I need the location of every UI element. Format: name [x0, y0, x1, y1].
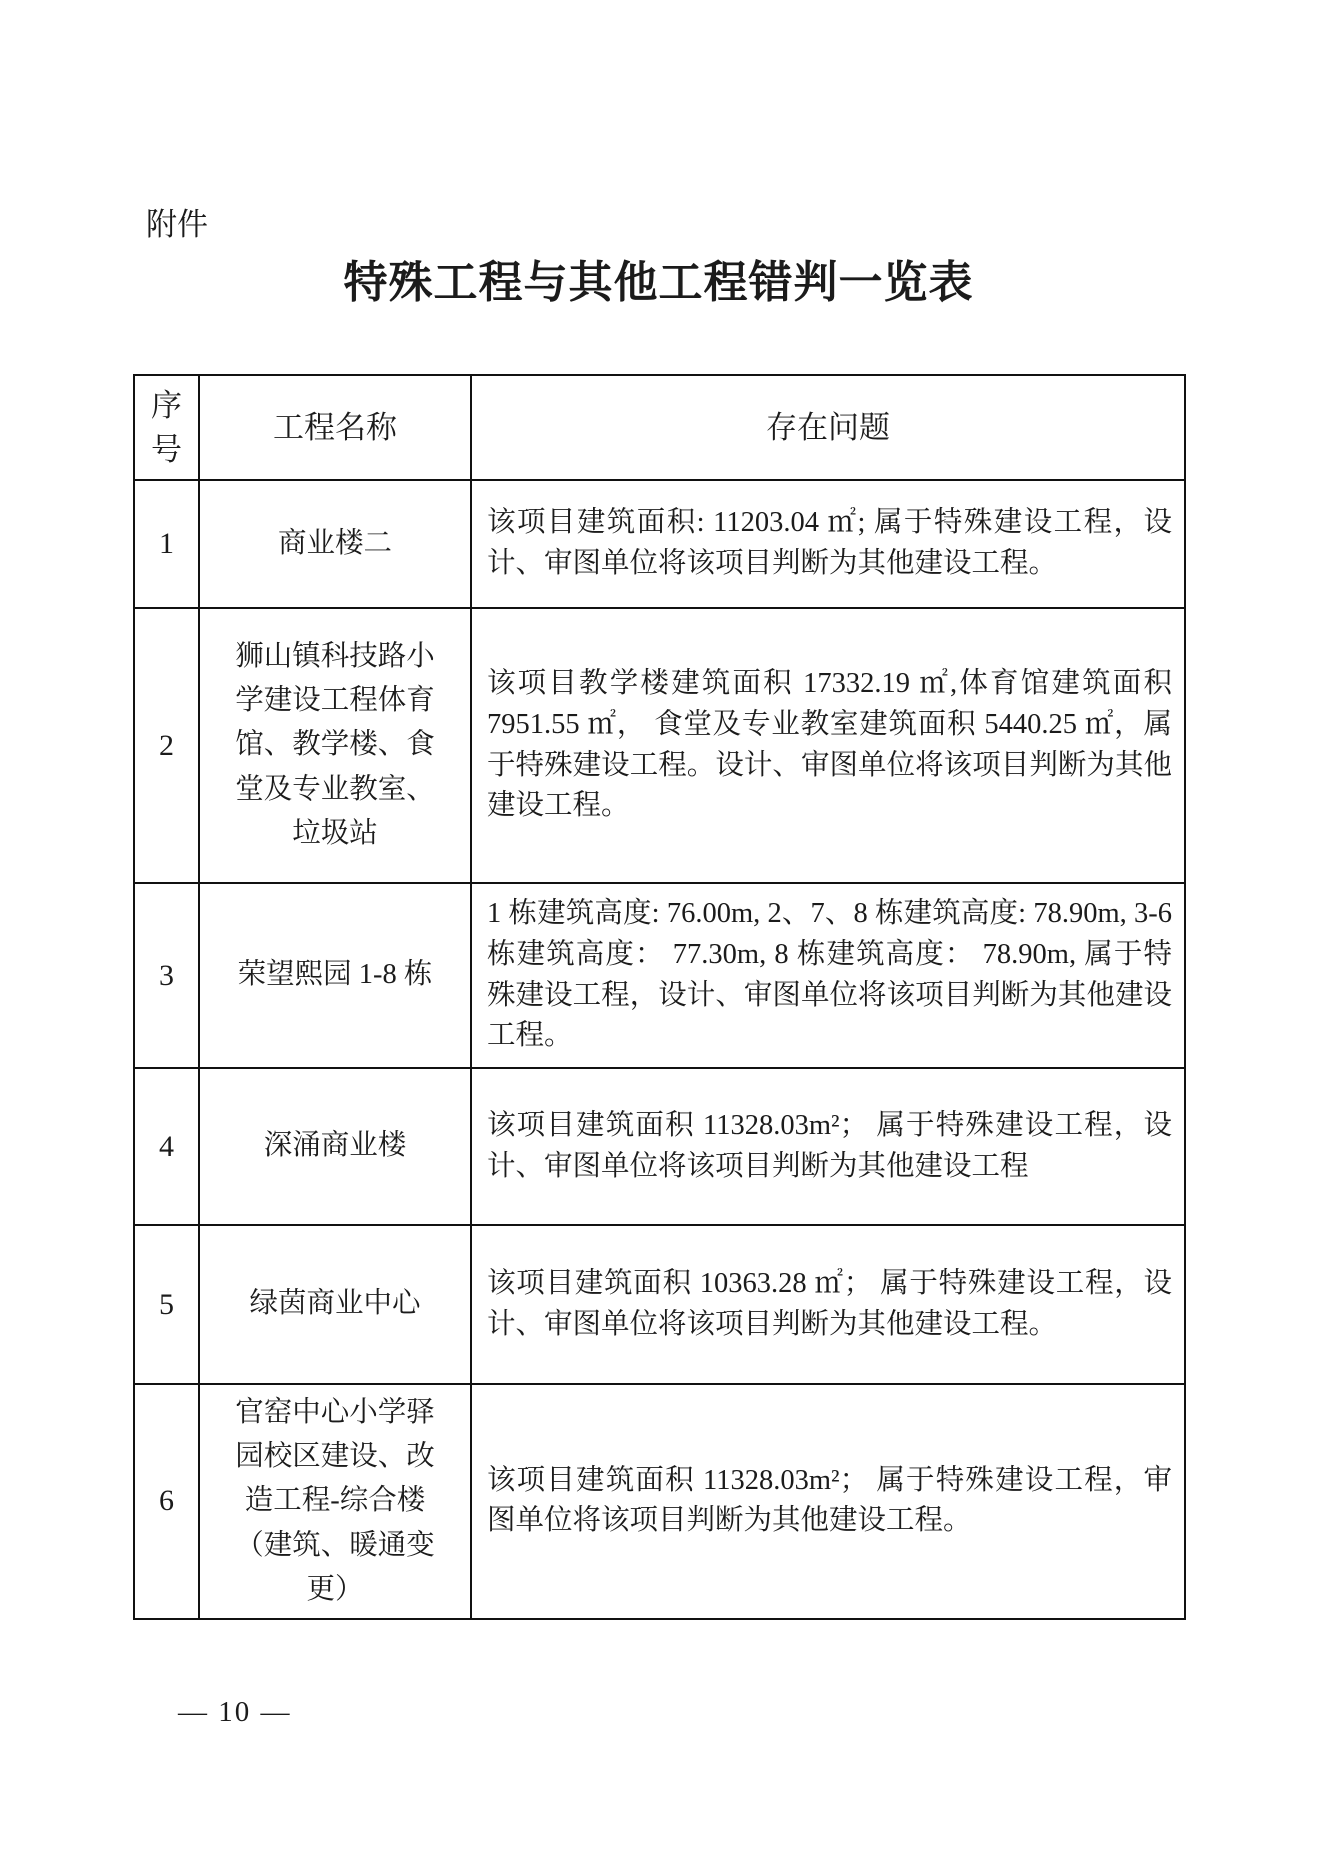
table-row [134, 883, 1185, 1068]
table-row [134, 1068, 1185, 1225]
project-name: 绿茵商业中心 [199, 1225, 471, 1384]
problem-description: 该项目教学楼建筑面积 17332.19 ㎡,体育馆建筑面积 7951.55 ㎡， 食堂及专业教室建筑面积 5440.25 ㎡，属于特殊建设工程。设计、审图单位将该项目判断为其他建设工程。 [471, 608, 1185, 883]
project-name: 狮山镇科技路小学建设工程体育馆、教学楼、食堂及专业教室、垃圾站 [199, 608, 471, 883]
project-name: 商业楼二 [199, 480, 471, 608]
problem-description: 该项目建筑面积 10363.28 ㎡； 属于特殊建设工程，设计、审图单位将该项目判断为其他建设工程。 [471, 1225, 1185, 1384]
row-index: 4 [134, 1068, 199, 1225]
row-index: 2 [134, 608, 199, 883]
project-name: 荣望熙园 1-8 栋 [199, 883, 471, 1068]
project-name: 官窑中心小学驿园校区建设、改造工程-综合楼（建筑、暖通变更） [199, 1384, 471, 1619]
table-row [134, 480, 1185, 608]
table-header-name: 工程名称 [199, 375, 471, 480]
table-header-index: 序号 [134, 375, 199, 480]
project-name: 深涌商业楼 [199, 1068, 471, 1225]
page-title: 特殊工程与其他工程错判一览表 [343, 258, 974, 307]
row-index: 1 [134, 480, 199, 608]
page-number: — 10 — [178, 1695, 292, 1728]
table-header-row [134, 375, 1185, 480]
row-index: 6 [134, 1384, 199, 1619]
row-index: 5 [134, 1225, 199, 1384]
attachment-label: 附件 [146, 207, 208, 242]
table-row [134, 1384, 1185, 1619]
table-header-problem: 存在问题 [471, 375, 1185, 480]
problem-description: 该项目建筑面积 11328.03m²； 属于特殊建设工程，设计、审图单位将该项目判断为其他建设工程 [471, 1068, 1185, 1225]
table-row [134, 608, 1185, 883]
table-row [134, 1225, 1185, 1384]
row-index: 3 [134, 883, 199, 1068]
problem-description: 1 栋建筑高度: 76.00m, 2、7、8 栋建筑高度: 78.90m, 3-6 栋建筑高度： 77.30m, 8 栋建筑高度： 78.90m, 属于特殊建设工程，设计、审图单位将该项目判断为其他建设工程。 [471, 883, 1185, 1068]
problem-description: 该项目建筑面积: 11203.04 ㎡; 属于特殊建设工程，设计、审图单位将该项目判断为其他建设工程。 [471, 480, 1185, 608]
misjudged-projects-table [133, 374, 1186, 1620]
problem-description: 该项目建筑面积 11328.03m²； 属于特殊建设工程，审图单位将该项目判断为其他建设工程。 [471, 1384, 1185, 1619]
